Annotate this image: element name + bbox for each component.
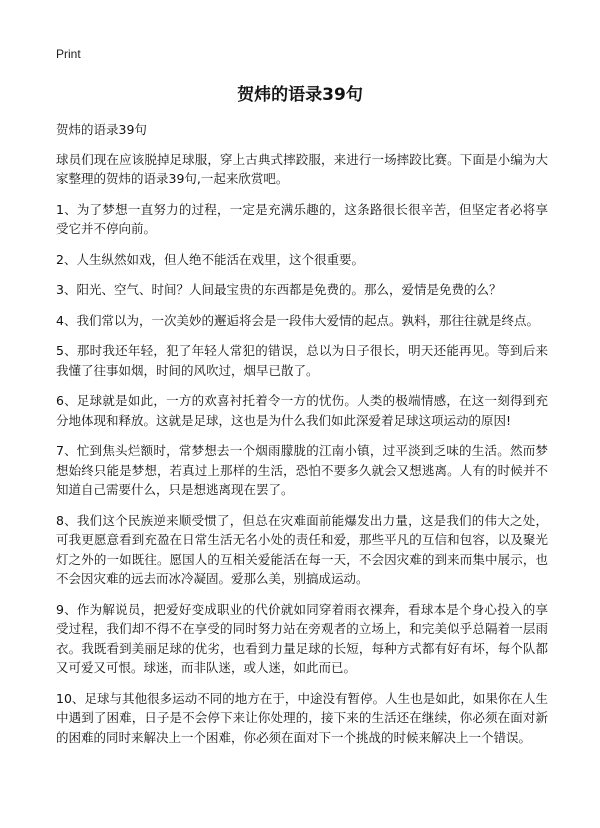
quote-paragraph: 6、足球就是如此，一方的欢喜衬托着令一方的忧伤。人类的极端情感，在这一刻得到充分地体现和释放。这就是足球，这也是为什么我们如此深爱着足球这项运动的原因! xyxy=(56,393,548,428)
quote-paragraph: 7、忙到焦头烂额时，常梦想去一个烟雨朦胧的江南小镇，过平淡到乏味的生活。然而梦想始终只能是梦想，若真过上那样的生活，恐怕不要多久就会又想逃离。人有的时候并不知道自己需要什么，只是想逃离现在罢了。 xyxy=(56,443,548,497)
article-subtitle: 贺炜的语录39句 xyxy=(56,122,147,137)
quote-paragraph: 4、我们常以为，一次美妙的邂逅将会是一段伟大爱情的起点。孰料，那往往就是终点。 xyxy=(56,312,539,328)
quote-paragraph: 8、我们这个民族逆来顺受惯了，但总在灾难面前能爆发出力量，这是我们的伟大之处，可我更愿意看到充盈在日常生活无名小处的责任和爱，那些平凡的互信和包容，以及聚光灯之外的一如既往。愿国人的互相关爱能活在每一天，不会因灾难的到来而集中展示，也不会因灾难的远去而冰冷凝固。爱那么美，别搞成运动。 xyxy=(56,512,548,586)
quote-paragraph: 9、作为解说员，把爱好变成职业的代价就如同穿着雨衣裸奔，看球本是个身心投入的享受过程，我们却不得不在享受的同时努力站在旁观者的立场上，和完美似乎总隔着一层雨衣。我既看到美丽足球的优劣，也看到力量足球的长短，每种方式都有好有坏，每个队都又可爱又可恨。球迷，而非队迷，或人迷，如此而已。 xyxy=(56,601,548,675)
page-title: 贺炜的语录39句 xyxy=(237,85,363,105)
quote-paragraph: 10、足球与其他很多运动不同的地方在于，中途没有暂停。人生也是如此，如果你在人生中遇到了困难，日子是不会停下来让你处理的，接下来的生活还在继续，你必须在面对新的困难的同时来解决上一个困难，你必须在面对下一个挑战的时候来解决上一个错误。 xyxy=(56,690,548,745)
quote-paragraph: 2、人生纵然如戏，但人绝不能活在戏里，这个很重要。 xyxy=(56,251,364,267)
print-link[interactable]: Print xyxy=(56,47,81,61)
quote-paragraph: 1、为了梦想一直努力的过程，一定是充满乐趣的，这条路很长很辛苦，但坚定者必将享受它并不停向前。 xyxy=(56,201,548,236)
article-body xyxy=(56,120,548,758)
quote-paragraph: 5、那时我还年轻，犯了年轻人常犯的错误，总以为日子很长，明天还能再见。等到后来我懂了往事如烟，时间的风吹过，烟早已散了。 xyxy=(56,343,548,378)
intro-paragraph: 球员们现在应该脱掉足球服，穿上古典式摔跤服，来进行一场摔跤比赛。下面是小编为大家整理的贺炜的语录39句,一起来欣赏吧。 xyxy=(56,151,548,186)
quote-paragraph: 3、阳光、空气、时间？人间最宝贵的东西都是免费的。那么，爱情是免费的么？ xyxy=(56,282,502,297)
